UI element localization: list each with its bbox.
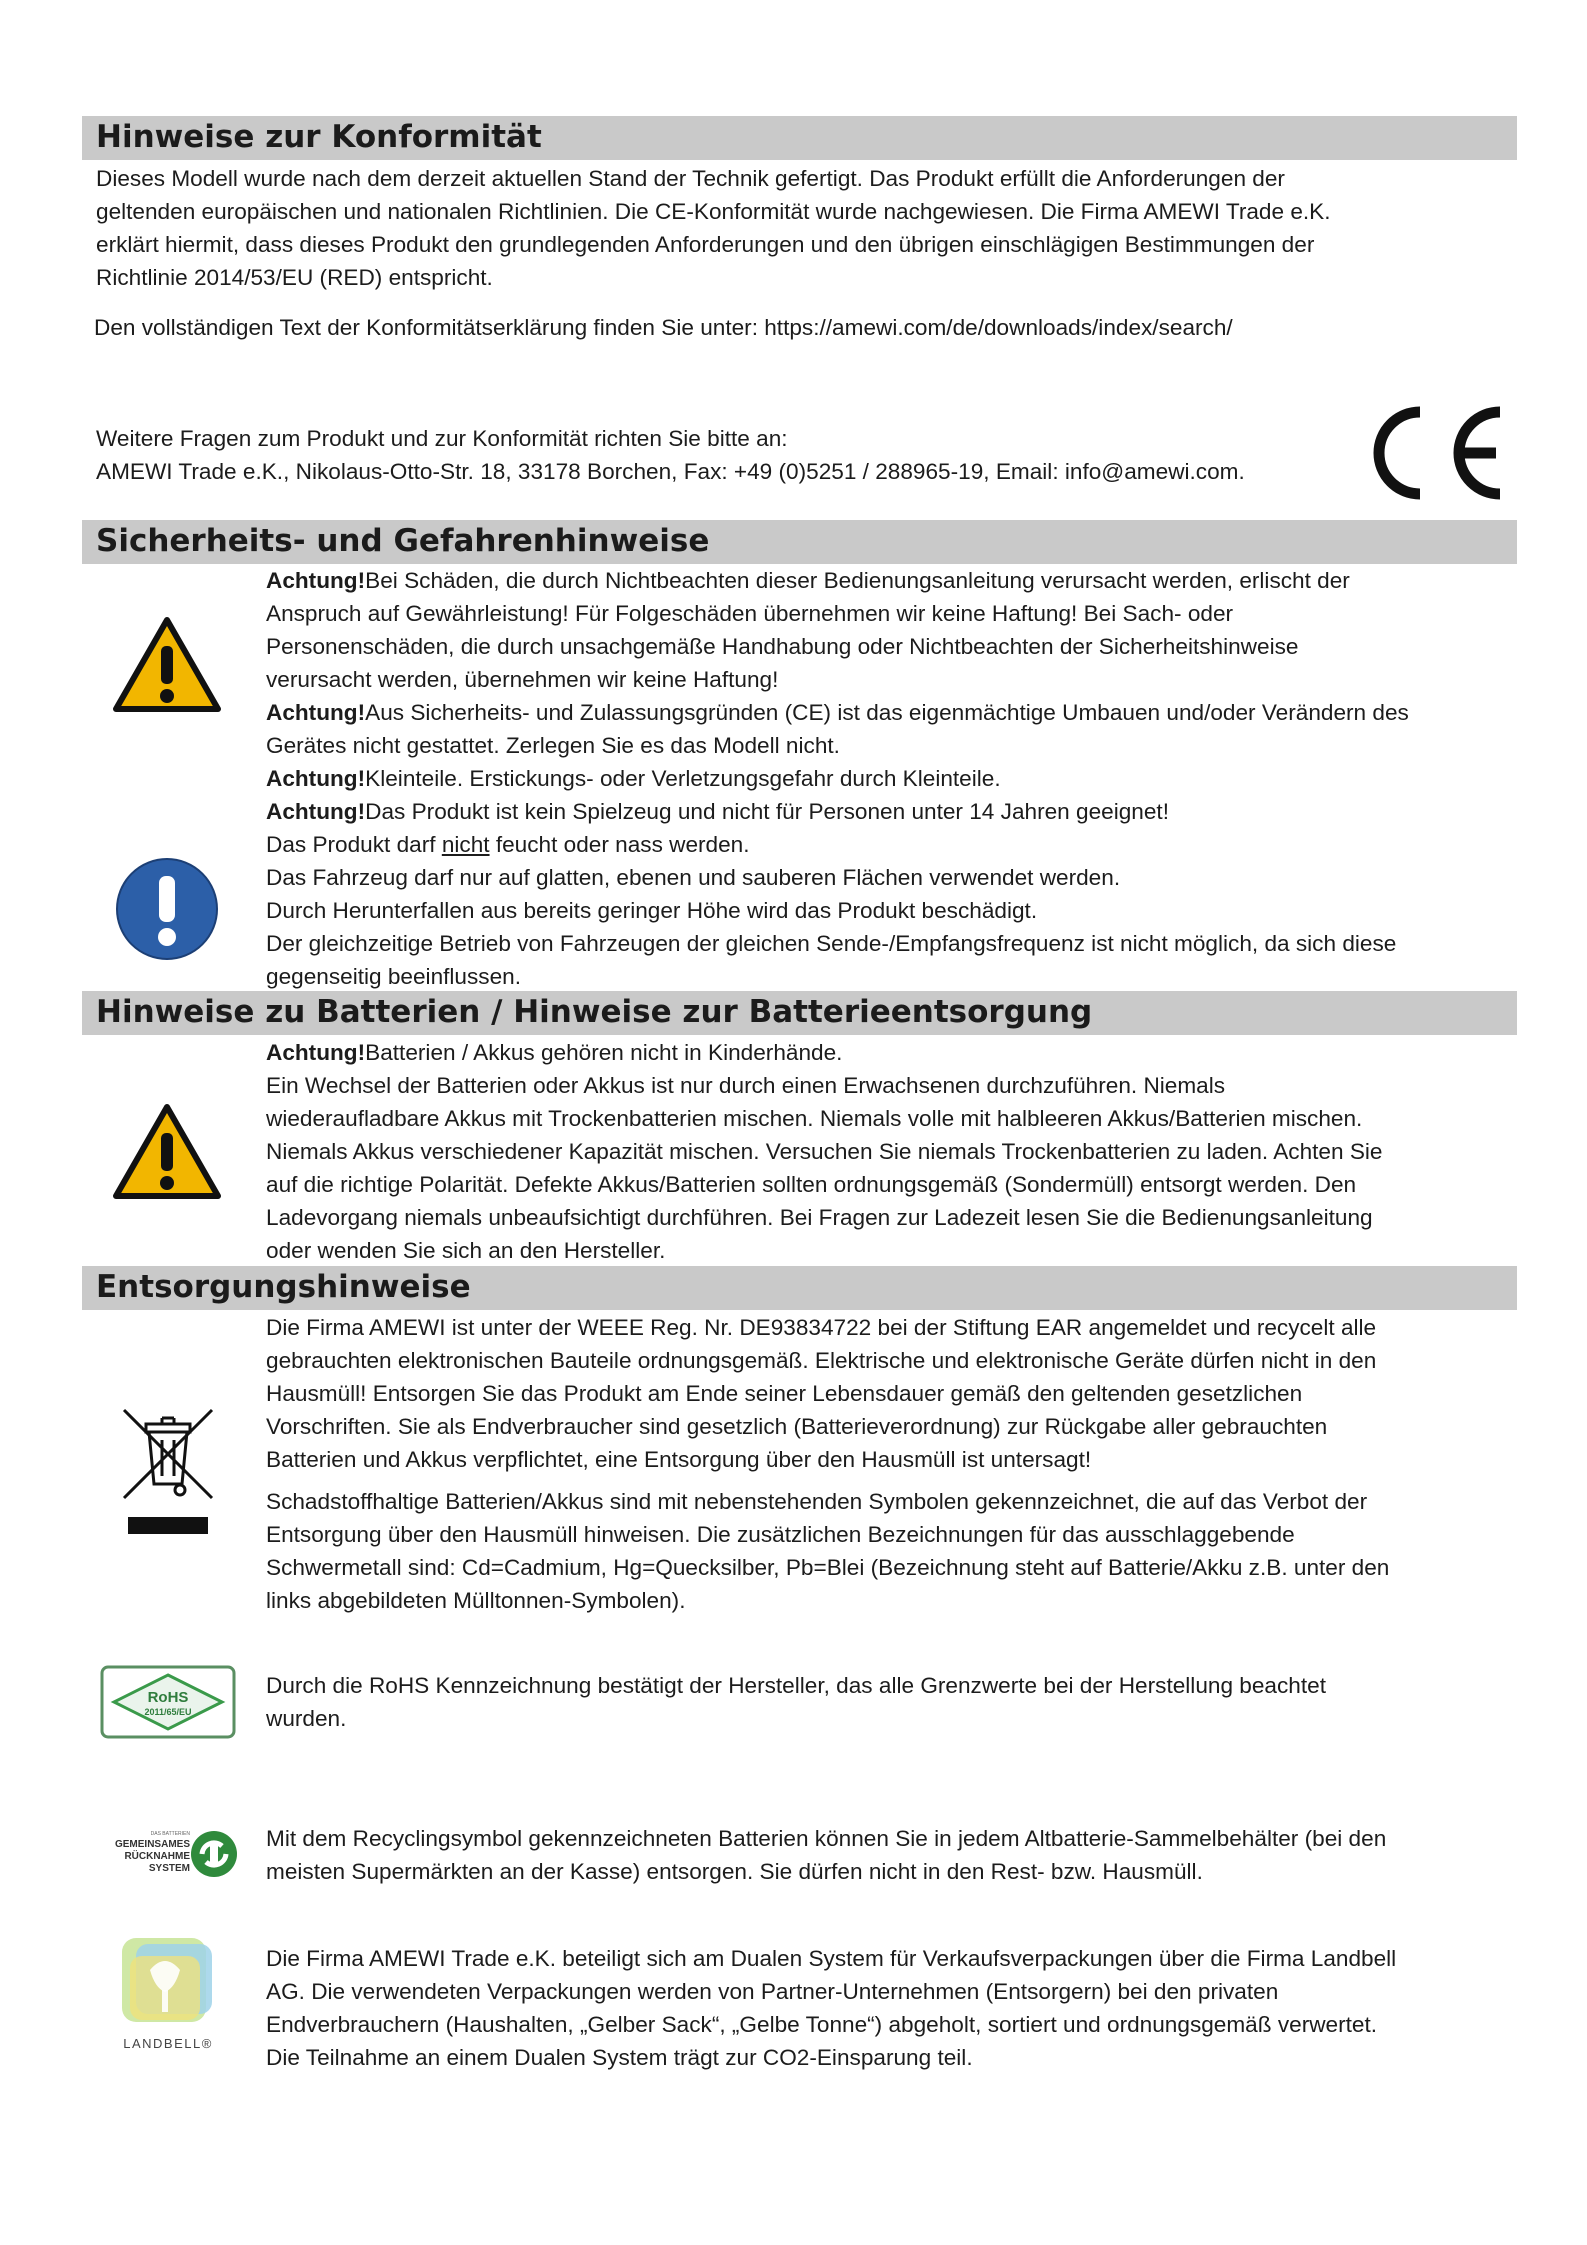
- text-line: verursacht werden, übernehmen wir keine Haftung!: [266, 667, 779, 692]
- text-line: Der gleichzeitige Betrieb von Fahrzeugen der gleichen Sende-/Empfangsfrequenz ist nicht möglich, da sich diese: [266, 931, 1397, 956]
- weee-notes: [266, 1311, 1502, 1476]
- text-line: Achtung!Batterien / Akkus gehören nicht in Kinderhände.: [266, 1040, 843, 1065]
- text-line: oder wenden Sie sich an den Hersteller.: [266, 1238, 666, 1263]
- text-line: Achtung!Das Produkt ist kein Spielzeug und nicht für Personen unter 14 Jahren geeignet!: [266, 799, 1169, 824]
- text-line: Die Teilnahme an einem Dualen System trägt zur CO2-Einsparung teil.: [266, 2045, 973, 2070]
- text-line: wiederaufladbare Akkus mit Trockenbatterien mischen. Niemals volle mit halbleeren Akkus/Batterien mischen.: [266, 1106, 1363, 1131]
- svg-text:DAS BATTERIEN: DAS BATTERIEN: [150, 1831, 190, 1837]
- text-line: Achtung!Aus Sicherheits- und Zulassungsgründen (CE) ist das eigenmächtige Umbauen und/oder Verändern des: [266, 700, 1409, 725]
- text-line: geltenden europäischen und nationalen Richtlinien. Die CE-Konformität wurde nachgewiesen. Die Firma AMEWI Trade e.K.: [96, 199, 1331, 224]
- heading-text: Hinweise zur Konformität: [96, 119, 542, 155]
- text-line: auf die richtige Polarität. Defekte Akkus/Batterien sollten ordnungsgemäß (Sondermüll) entsorgt werden. Den: [266, 1172, 1357, 1197]
- text-line: gebrauchten elektronischen Bauteile ordnungsgemäß. Elektrische und elektronische Geräte dürfen nicht in den: [266, 1348, 1377, 1373]
- battery-notes: [266, 1036, 1502, 1267]
- text-line: wurden.: [266, 1706, 347, 1731]
- text-line: Vorschriften. Sie als Endverbraucher sind gesetzlich (Batterieverordnung) zur Rückgabe aller gebrauchten: [266, 1414, 1328, 1439]
- heading-text: Entsorgungshinweise: [96, 1269, 471, 1305]
- recycling-logo: [94, 1826, 240, 1882]
- landbell-notes: [266, 1942, 1502, 2074]
- text-line: Durch die RoHS Kennzeichnung bestätigt der Hersteller, das alle Grenzwerte bei der Herstellung beachtet: [266, 1673, 1326, 1698]
- text-line: Schwermetall sind: Cd=Cadmium, Hg=Quecksilber, Pb=Blei (Bezeichnung steht auf Batterie/Akku z.B. unter den: [266, 1555, 1390, 1580]
- text-line: Hausmüll! Entsorgen Sie das Produkt am Ende seiner Lebensdauer gemäß den geltenden gesetzlichen: [266, 1381, 1303, 1406]
- conformity-paragraph: [96, 162, 1496, 294]
- crossed-out-bin-icon: [118, 1402, 218, 1538]
- rohs-notes: [266, 1669, 1502, 1735]
- text-line: Richtlinie 2014/53/EU (RED) entspricht.: [96, 265, 493, 290]
- text-line: Die Firma AMEWI ist unter der WEEE Reg. Nr. DE93834722 bei der Stiftung EAR angemeldet und recycelt alle: [266, 1315, 1377, 1340]
- section-heading-safety: [82, 520, 1517, 564]
- text-line: Das Produkt darf nicht feucht oder nass werden.: [266, 832, 750, 857]
- text-line: AG. Die verwendeten Verpackungen werden von Partner-Unternehmen (Entsorgern) bei den privaten: [266, 1979, 1279, 2004]
- text-line: Ladevorgang niemals unbeaufsichtigt durchführen. Bei Fragen zur Ladezeit lesen Sie die Bedienungsanleitung: [266, 1205, 1373, 1230]
- svg-text:RÜCKNAHME: RÜCKNAHME: [124, 1851, 190, 1862]
- text-line: Anspruch auf Gewährleistung! Für Folgeschäden übernehmen wir keine Haftung! Bei Sach- oder: [266, 601, 1234, 626]
- mandatory-info-icon: [114, 856, 220, 962]
- text-line: Die Firma AMEWI Trade e.K. beteiligt sich am Dualen System für Verkaufsverpackungen über die Firma Landbell: [266, 1946, 1397, 1971]
- landbell-wordmark: LANDBELL®: [123, 2036, 213, 2051]
- warning-triangle-icon: [112, 1103, 222, 1201]
- heading-text: Sicherheits- und Gefahrenhinweise: [96, 523, 710, 559]
- text-line: Achtung!Bei Schäden, die durch Nichtbeachten dieser Bedienungsanleitung verursacht werden, erlischt der: [266, 568, 1350, 593]
- text-line: Entsorgung über den Hausmüll hinweisen. Die zusätzlichen Bezeichnungen für das ausschlaggebende: [266, 1522, 1295, 1547]
- section-heading-conformity: [82, 116, 1517, 160]
- text-line: Durch Herunterfallen aus bereits geringer Höhe wird das Produkt beschädigt.: [266, 898, 1038, 923]
- text-line: Ein Wechsel der Batterien oder Akkus ist nur durch einen Erwachsenen durchzuführen. Niemals: [266, 1073, 1226, 1098]
- warning-triangle-icon: [112, 616, 222, 714]
- text-line: Mit dem Recyclingsymbol gekennzeichneten Batterien können Sie in jedem Altbatterie-Sammelbehälter (bei den: [266, 1826, 1387, 1851]
- text-line: gegenseitig beeinflussen.: [266, 964, 521, 989]
- text-line: Personenschäden, die durch unsachgemäße Handhabung oder Nichtbeachten der Sicherheitshinweise: [266, 634, 1299, 659]
- rohs-title: RoHS: [147, 1689, 189, 1706]
- text-line: erklärt hiermit, dass dieses Produkt den grundlegenden Anforderungen und den übrigen einschlägigen Bestimmungen der: [96, 232, 1315, 257]
- heading-text: Hinweise zu Batterien / Hinweise zur Batterieentsorgung: [96, 994, 1093, 1030]
- text-line: Das Fahrzeug darf nur auf glatten, ebenen und sauberen Flächen verwendet werden.: [266, 865, 1121, 890]
- text-line: links abgebildeten Mülltonnen-Symbolen).: [266, 1588, 686, 1613]
- text-line: meisten Supermärkten an der Kasse) entsorgen. Sie dürfen nicht in den Rest- bzw. Hausmüll.: [266, 1859, 1203, 1884]
- section-heading-disposal: [82, 1266, 1517, 1310]
- text-line: Niemals Akkus verschiedener Kapazität mischen. Versuchen Sie niemals Trockenbatterien zu laden. Achten Sie: [266, 1139, 1383, 1164]
- text-line: AMEWI Trade e.K., Nikolaus-Otto-Str. 18, 33178 Borchen, Fax: +49 (0)5251 / 288965-19, Email: info@amewi.com.: [96, 459, 1245, 484]
- hazardous-battery-notes: [266, 1485, 1502, 1617]
- text-line: Den vollständigen Text der Konformitätserklärung finden Sie unter: https://amewi.com/de/downloads/index/search/: [94, 315, 1233, 340]
- svg-text:GEMEINSAMES: GEMEINSAMES: [114, 1839, 190, 1850]
- landbell-logo: [110, 1936, 230, 2056]
- text-line: Gerätes nicht gestattet. Zerlegen Sie es das Modell nicht.: [266, 733, 840, 758]
- ce-mark-icon: [1358, 400, 1508, 506]
- text-line: Achtung!Kleinteile. Erstickungs- oder Verletzungsgefahr durch Kleinteile.: [266, 766, 1001, 791]
- rohs-logo: [100, 1665, 236, 1739]
- text-line: Dieses Modell wurde nach dem derzeit aktuellen Stand der Technik gefertigt. Das Produkt erfüllt die Anforderungen der: [96, 166, 1285, 191]
- text-line: Schadstoffhaltige Batterien/Akkus sind mit nebenstehenden Symbolen gekennzeichnet, die auf das Verbot der: [266, 1489, 1368, 1514]
- rohs-subtitle: 2011/65/EU: [144, 1707, 192, 1717]
- safety-notes: [266, 564, 1502, 993]
- svg-text:SYSTEM: SYSTEM: [148, 1863, 190, 1874]
- section-heading-batteries: [82, 991, 1517, 1035]
- conformity-fulltext-link: [94, 311, 1514, 344]
- recycling-notes: [266, 1822, 1502, 1888]
- conformity-contact: [96, 422, 1496, 488]
- text-line: Weitere Fragen zum Produkt und zur Konformität richten Sie bitte an:: [96, 426, 788, 451]
- text-line: Endverbrauchern (Haushalten, „Gelber Sack“, „Gelbe Tonne“) abgeholt, sortiert und ordnungsgemäß verwertet.: [266, 2012, 1378, 2037]
- text-line: Batterien und Akkus verpflichtet, eine Entsorgung über den Hausmüll ist untersagt!: [266, 1447, 1092, 1472]
